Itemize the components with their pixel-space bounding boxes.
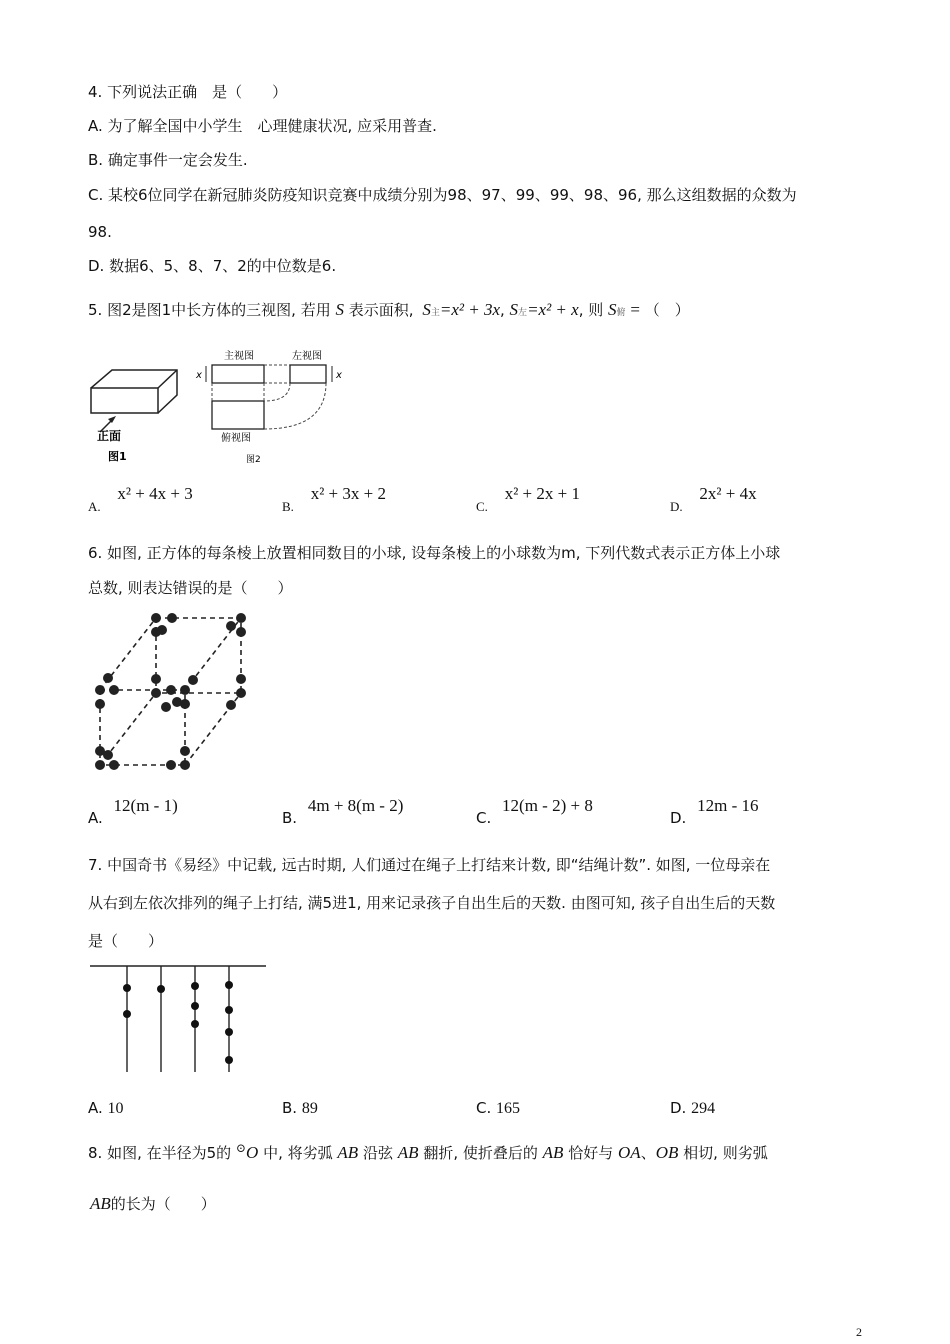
q6-stem-cont: 总数, 则表达错误的是（ ） — [88, 579, 293, 597]
q6-option-c: C. 12(m - 2) + 8 — [476, 796, 593, 827]
q4-option-d: D. 数据6、5、8、7、2的中位数是6. — [88, 257, 337, 275]
ball — [226, 700, 236, 710]
q5-option-a: A. x² + 4x + 3 — [88, 484, 193, 514]
main-view-label: 主视图 — [224, 351, 254, 362]
ball — [109, 760, 119, 770]
q7-option-b: B. 89 — [282, 1099, 318, 1117]
q6-option-a: A. 12(m - 1) — [88, 796, 178, 827]
ball — [109, 685, 119, 695]
knot — [157, 985, 165, 993]
ball — [180, 760, 190, 770]
left-view-rect — [290, 365, 326, 383]
knot — [225, 981, 233, 989]
ball — [188, 675, 198, 685]
q7-option-d: D. 294 — [670, 1099, 716, 1117]
front-label: 正面 — [97, 429, 122, 443]
ball — [95, 760, 105, 770]
ball — [180, 685, 190, 695]
q4-option-c: C. 某校6位同学在新冠肺炎防疫知识竞赛中成绩分别为98、97、99、99、98、96, 那么这组数据的众数为 — [88, 186, 797, 204]
q5-figure — [88, 345, 368, 470]
cuboid-figure — [91, 370, 177, 413]
ball — [236, 613, 246, 623]
page-number: 2 — [856, 1325, 862, 1339]
q4-option-b: B. 确定事件一定会发生. — [88, 151, 248, 169]
ball — [236, 688, 246, 698]
q7-stem-cont: 从右到左依次排列的绳子上打结, 满5进1, 用来记录孩子自出生后的天数. 由图可知, 孩子自出生后的天数 — [88, 894, 776, 912]
q7-stem-cont2: 是（ ） — [88, 932, 164, 950]
knot — [225, 1056, 233, 1064]
q6-cube-figure — [88, 608, 263, 778]
q6-stem: 6. 如图, 正方体的每条棱上放置相同数目的小球, 设每条棱上的小球数为m, 下列代数式表示正方体上小球 — [88, 544, 781, 562]
ball — [236, 674, 246, 684]
q6-option-d: D. 12m - 16 — [670, 796, 759, 827]
q4-option-a: A. 为了解全国中小学生 心理健康状况, 应采用普查. — [88, 117, 437, 135]
ball — [180, 746, 190, 756]
ball — [236, 627, 246, 637]
q4-stem: 4. 下列说法正确 是（ ） — [88, 83, 288, 101]
ball — [226, 621, 236, 631]
knot — [123, 984, 131, 992]
ball — [95, 685, 105, 695]
ball — [151, 688, 161, 698]
ball — [151, 674, 161, 684]
cube-balls — [95, 613, 246, 770]
ball — [166, 760, 176, 770]
ball — [166, 685, 176, 695]
main-view-rect — [212, 365, 264, 383]
x-dimension-label: x — [196, 370, 202, 381]
q7-option-a: A. 10 — [88, 1099, 124, 1117]
q5-option-b: B. x² + 3x + 2 — [282, 484, 386, 514]
knot — [225, 1028, 233, 1036]
q7-option-c: C. 165 — [476, 1099, 521, 1117]
q5-option-d: D. 2x² + 4x — [670, 484, 757, 514]
q8-stem: 8. 如图, 在半径为5的 ⊙O 中, 将劣弧 AB 沿弦 AB 翻折, 使折叠后的 AB 恰好与 OA、OB 相切, 则劣弧 — [88, 1141, 768, 1162]
q5-option-c: C. x² + 2x + 1 — [476, 484, 580, 514]
q7-stem: 7. 中国奇书《易经》中记载, 远古时期, 人们通过在绳子上打结来计数, 即“结绳计数”. 如图, 一位母亲在 — [88, 856, 771, 874]
ball — [172, 697, 182, 707]
knot — [191, 982, 199, 990]
x-dimension-label: x — [336, 370, 342, 381]
left-view-label: 左视图 — [292, 351, 322, 362]
q4-option-c-cont: 98. — [88, 223, 112, 241]
knot — [123, 1010, 131, 1018]
q8-stem-cont: AB的长为（ ） — [90, 1194, 216, 1213]
knot — [225, 1006, 233, 1014]
fig1-label: 图1 — [108, 450, 127, 463]
projection-arc — [264, 383, 290, 401]
fig2-label: 图2 — [246, 455, 261, 465]
ball — [167, 613, 177, 623]
knot — [191, 1020, 199, 1028]
projection-arc — [264, 383, 326, 429]
ball — [95, 699, 105, 709]
top-view-label: 俯视图 — [221, 433, 251, 444]
ball — [151, 613, 161, 623]
ball — [151, 627, 161, 637]
ball — [103, 673, 113, 683]
ball — [161, 702, 171, 712]
top-view-rect — [212, 401, 264, 429]
q7-knot-figure — [88, 960, 270, 1080]
knot — [191, 1002, 199, 1010]
q5-stem: 5. 图2是图1中长方体的三视图, 若用 S 表示面积, S主=x² + 3x, S左=x² + x, 则 S俯 = （ ） — [88, 300, 690, 319]
ball — [103, 750, 113, 760]
q6-option-b: B. 4m + 8(m - 2) — [282, 796, 404, 827]
